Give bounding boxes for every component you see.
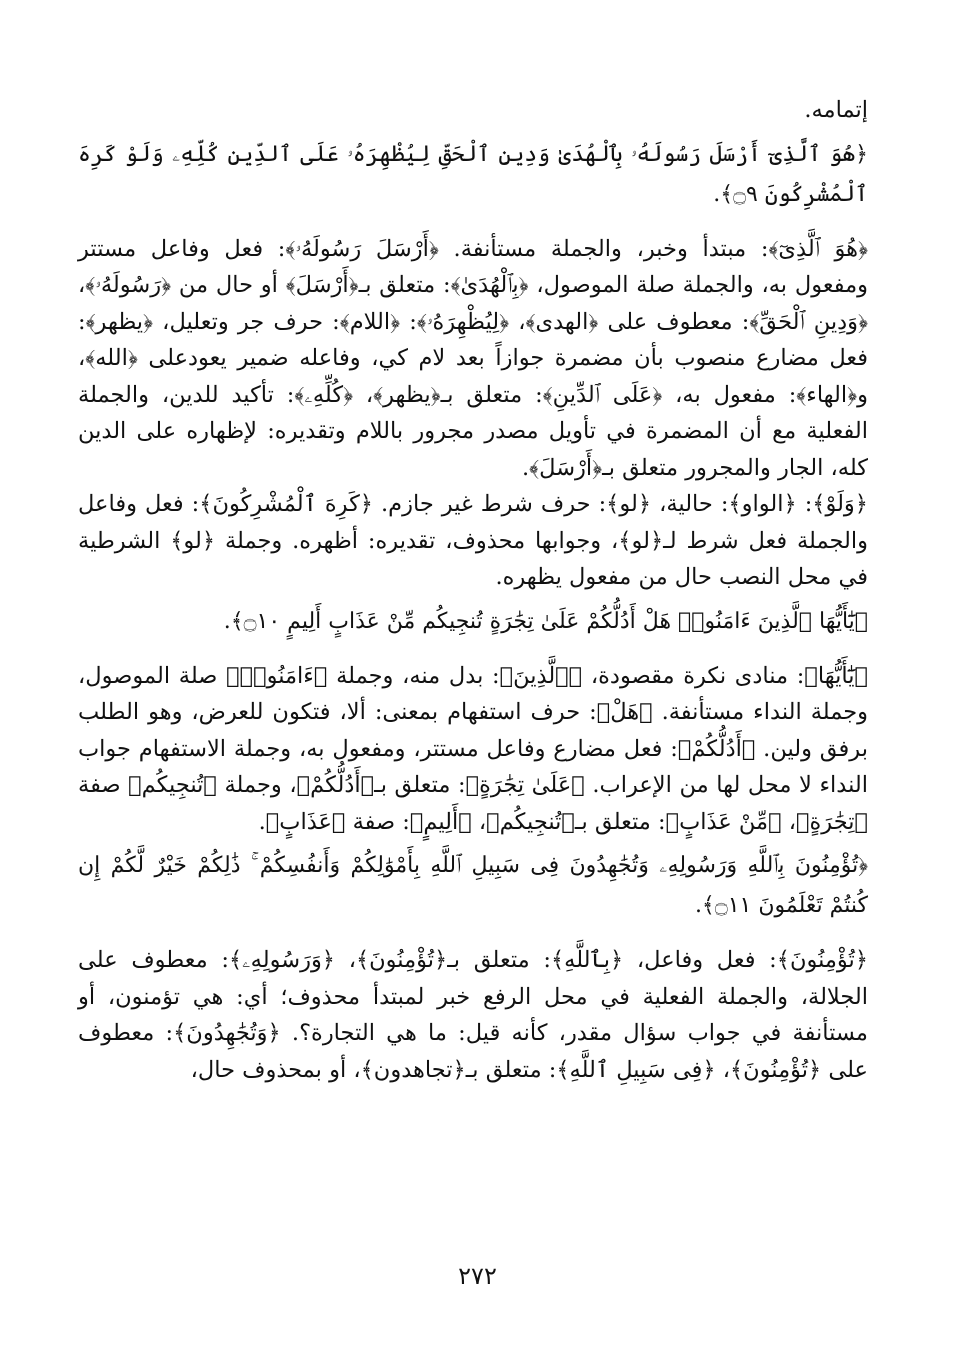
parsing-verse-10: ﴿يَٰٓأَيُّهَا﴾: منادى نكرة مقصودة، ﴿ٱلَّذِينَ﴾: بدل منه، وجملة ﴿ءَامَنُوا۟﴾ صلة الموصول، وجملة النداء مستأنفة. ﴿هَلْ﴾: حرف استفهام بمعنى: ألا، فتكون للعرض، وهو الطلب برفق ولين. ﴿أَدُلُّكُمْ﴾: فعل مضارع وفاعل مستتر، ومفعول به، وجملة الاستفهام جواب النداء لا محل لها من الإعراب. ﴿عَلَىٰ تِجَٰرَةٍ﴾: متعلق بـ﴿أَدُلُّكُمْ﴾، وجملة ﴿تُنجِيكُم﴾ صفة ﴿تِجَٰرَةٍ﴾، ﴿مِّنْ عَذَابٍ﴾: متعلق بـ﴿تُنجِيكُم﴾، ﴿أَلِيمٍ﴾: صفة ﴿عَذَابٍ﴾. bbox=[78, 662, 868, 835]
verse-9: ﴿هُوَ ٱلَّذِىٓ أَرْسَلَ رَسُولَهُۥ بِٱلْهُدَىٰ وَدِينِ ٱلْحَقِّ لِيُظْهِرَهُۥ عَلَى ٱلدِّينِ كُلِّهِۦ وَلَوْ كَرِهَ ٱلْمُشْرِكُونَ ۝٩﴾. bbox=[78, 141, 868, 207]
page-number: ٢٧٢ bbox=[458, 1262, 497, 1290]
parsing-verse-9-part-1: ﴿هُوَ ٱلَّذِىٓ﴾: مبتدأ وخبر، والجملة مستأنفة. ﴿أَرْسَلَ رَسُولَهُۥ﴾: فعل وفاعل مستتر ومفعول به، والجملة صلة الموصول، ﴿بِٱلْهُدَىٰ﴾: متعلق بـ﴿أَرْسَلَ﴾ أو حال من ﴿رَسُولَهُۥ﴾، ﴿وَدِينِ ٱلْحَقِّ﴾: معطوف على ﴿الهدى﴾، ﴿لِيُظْهِرَهُۥ﴾: ﴿اللام﴾: حرف جر وتعليل، ﴿يظهر﴾: فعل مضارع منصوب بأن مضمرة جوازاً بعد لام كي، وفاعله ضمير يعودعلى ﴿الله﴾، و﴿الهاء﴾: مفعول به، ﴿عَلَى ٱلدِّينِ﴾: متعلق بـ﴿يظهر﴾، ﴿كُلِّهِۦ﴾: تأكيد للدين، والجملة الفعلية مع أن المضمرة في تأويل مصدر مجرور باللام وتقديره: لإظهاره على الدين كله، الجار والمجرور متعلق بـ﴿أَرْسَلَ﴾. bbox=[78, 235, 868, 481]
verse-10: ﴿يَٰٓأَيُّهَا ٱلَّذِينَ ءَامَنُوا۟ هَلْ أَدُلُّكُمْ عَلَىٰ تِجَٰرَةٍ تُنجِيكُم مِّنْ عَذَابٍ أَلِيمٍ ۝١٠﴾. bbox=[223, 608, 868, 634]
page-body bbox=[78, 92, 868, 1088]
intro-line: إتمامه. bbox=[804, 97, 868, 123]
verse-11: ﴿تُؤْمِنُونَ بِٱللَّهِ وَرَسُولِهِۦ وَتُجَٰهِدُونَ فِى سَبِيلِ ٱللَّهِ بِأَمْوَٰلِكُمْ وَأَنفُسِكُمْ ۚ ذَٰلِكُمْ خَيْرٌ لَّكُمْ إِن كُنتُمْ تَعْلَمُونَ ۝١١﴾. bbox=[78, 853, 868, 918]
parsing-verse-9-part-2: ﴿وَلَوْ﴾: ﴿الواو﴾: حالية، ﴿لو﴾: حرف شرط غير جازم. ﴿كَرِهَ ٱلْمُشْرِكُونَ﴾: فعل وفاعل والجملة فعل شرط لـ﴿لو﴾، وجوابها محذوف، تقديره: أظهره. وجملة ﴿لو﴾ الشرطية في محل النصب حال من مفعول يظهره. bbox=[78, 491, 868, 590]
parsing-verse-11: ﴿تُؤْمِنُونَ﴾: فعل وفاعل، ﴿بِٱللَّهِ﴾: متعلق بـ﴿تُؤْمِنُونَ﴾، ﴿وَرَسُولِهِۦ﴾: معطوف على الجلالة، والجملة الفعلية في محل الرفع خبر لمبتدأ محذوف؛ أي: هي تؤمنون، أو مستأنفة في جواب سؤال مقدر، كأنه قيل: ما هي التجارة؟. ﴿وَتُجَٰهِدُونَ﴾: معطوف على ﴿تُؤْمِنُونَ﴾، ﴿فِى سَبِيلِ ٱللَّهِ﴾: متعلق بـ﴿تجاهدون﴾، أو بمحذوف حال، bbox=[78, 947, 868, 1083]
